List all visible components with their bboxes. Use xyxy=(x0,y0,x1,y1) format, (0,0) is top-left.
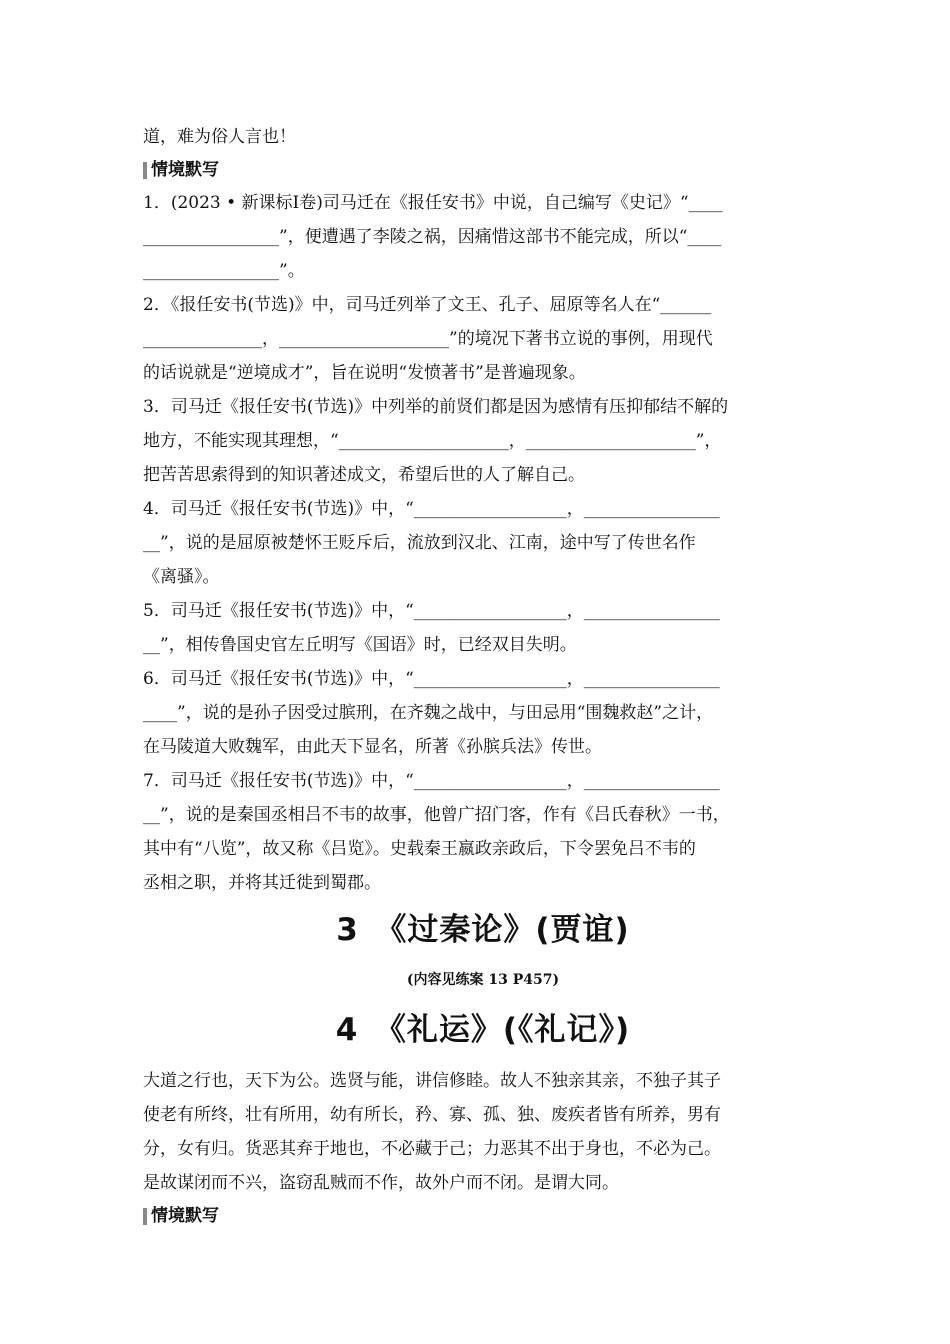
question-line: 丞相之职，并将其迁徙到蜀郡。 xyxy=(143,873,381,893)
question-line: 在马陵道大败魏军，由此天下显名，所著《孙膑兵法》传世。 xyxy=(143,737,602,757)
question-line: 6．司马迁《报任安书(节选)》中，“__________________，________________ xyxy=(143,669,720,689)
passage-line: 使老有所终，壮有所用，幼有所长，矜、寡、孤、独、废疾者皆有所养，男有 xyxy=(143,1105,721,1125)
question-line: ________________”。 xyxy=(143,261,305,281)
question-4 xyxy=(143,492,823,594)
passage-line: 分，女有归。货恶其弃于地也，不必藏于己；力恶其不出于身也，不必为己。 xyxy=(143,1139,721,1159)
question-line: __”，相传鲁国史官左丘明写《国语》时，已经双目失明。 xyxy=(143,635,577,655)
section-heading-label: 情境默写 xyxy=(151,1206,219,1226)
question-line: 其中有“八览”，故又称《吕览》。史载秦王嬴政亲政后，下令罢免吕不韦的 xyxy=(143,839,696,859)
section-heading-label: 情境默写 xyxy=(151,160,219,180)
question-line: ______________，____________________”的境况下著书立说的事例，用现代 xyxy=(143,329,713,349)
question-line: __”，说的是屈原被楚怀王贬斥后，流放到汉北、江南，途中写了传世名作 xyxy=(143,533,696,553)
question-line: 的话说就是“逆境成才”，旨在说明“发愤著书”是普遍现象。 xyxy=(143,363,586,383)
chapter-3-note: (内容见练案 13 P457) xyxy=(406,972,560,988)
question-7 xyxy=(143,764,823,900)
question-6 xyxy=(143,662,823,764)
question-line: 把苦苦思索得到的知识著述成文，希望后世的人了解自己。 xyxy=(143,465,585,485)
question-line: __”，说的是秦国丞相吕不韦的故事，他曾广招门客，作有《吕氏春秋》一书， xyxy=(143,805,730,825)
passage-line: 是故谋闭而不兴，盗窃乱贼而不作，故外户而不闭。是谓大同。 xyxy=(143,1173,619,1193)
question-line: 《离骚》。 xyxy=(143,567,220,587)
passage-line: 大道之行也，天下为公。选贤与能，讲信修睦。故人不独亲其亲，不独子其子 xyxy=(143,1071,721,1091)
chapter-3-title: 3 《过秦论》(贾谊) xyxy=(336,912,630,948)
question-line: 1．(2023 • 新课标Ⅰ卷)司马迁在《报任安书》中说，自己编写《史记》“____ xyxy=(143,193,723,213)
question-line: ____”，说的是孙子因受过膑刑，在齐魏之战中，与田忌用“围魏救赵”之计， xyxy=(143,703,714,723)
chapter-4-title: 4 《礼运》(《礼记》) xyxy=(335,1012,631,1048)
question-line: 4．司马迁《报任安书(节选)》中，“__________________，________________ xyxy=(143,499,720,519)
question-line: 2．《报任安书(节选)》中，司马迁列举了文王、孔子、屈原等名人在“______ xyxy=(143,295,712,315)
question-line: 7．司马迁《报任安书(节选)》中，“__________________，________________ xyxy=(143,771,720,791)
heading-bar-icon xyxy=(143,1208,147,1225)
section-heading xyxy=(143,154,823,186)
heading-bar-icon xyxy=(143,162,147,179)
question-5 xyxy=(143,594,823,662)
question-line: 地方，不能实现其理想，“____________________，____________________”， xyxy=(143,431,722,451)
question-line: 3．司马迁《报任安书(节选)》中列举的前贤们都是因为感情有压抑郁结不解的 xyxy=(143,397,729,417)
text-line: 道，难为俗人言也！ xyxy=(143,127,296,147)
section-heading xyxy=(143,1200,823,1232)
question-line: 5．司马迁《报任安书(节选)》中，“__________________，________________ xyxy=(143,601,720,621)
question-3 xyxy=(143,390,823,492)
passage xyxy=(143,1064,823,1200)
document-page xyxy=(143,120,823,1232)
question-1 xyxy=(143,186,823,288)
question-line: ________________”，便遭遇了李陵之祸，因痛惜这部书不能完成，所以“____ xyxy=(143,227,722,247)
question-2 xyxy=(143,288,823,390)
